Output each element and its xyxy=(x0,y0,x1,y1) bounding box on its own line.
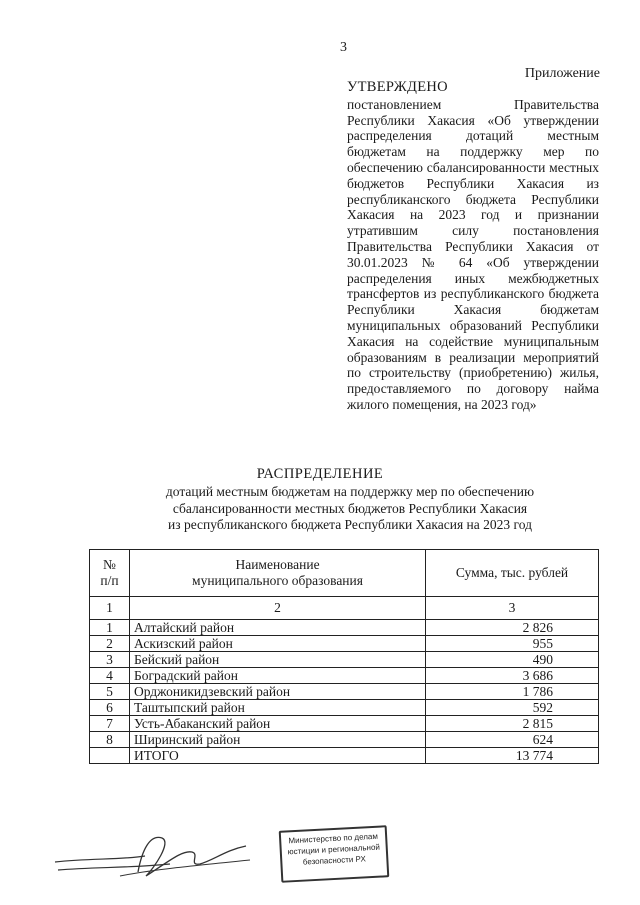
row-number-cell: 6 xyxy=(90,700,130,716)
approval-text: постановлением Правительства Республики Хакасия «Об утверждении распределения дотаций местным бюджетам на поддержку мер по обеспечению сбалансированности местных бюджетов Республики Хакасия из республиканского бюджета Республики Хакасия на 2023 год и признании утратившим силу постановления Правительства Республики Хакасия от 30.01.2023 № 64 «Об утверждении распределения иных межбюджетных трансфертов из республиканского бюджета Республики Хакасия бюджетам муниципальных образований Республики Хакасия на содействие муниципальным образованиям в реализации мероприятий по строительству (приобретению) жилья, предоставляемого по договору найма жилого помещения, на 2023 год» xyxy=(347,96,599,412)
row-number-cell: 7 xyxy=(90,716,130,732)
table-body xyxy=(90,620,599,764)
signature-image xyxy=(50,820,260,890)
subtitle-line: из республиканского бюджета Республики Хакасия на 2023 год xyxy=(168,517,532,532)
table-row xyxy=(90,668,599,684)
row-number-cell: 8 xyxy=(90,732,130,748)
subtitle-line: дотаций местным бюджетам на поддержку мер по обеспечению xyxy=(165,484,535,499)
row-name-cell: Алтайский район xyxy=(129,620,425,636)
table-index-row xyxy=(90,597,599,620)
row-sum-cell: 2 826 xyxy=(426,620,599,636)
table-row xyxy=(90,732,599,748)
row-name-cell: Бейский район xyxy=(129,652,425,668)
row-sum-cell: 592 xyxy=(426,700,599,716)
ministry-stamp xyxy=(279,825,390,883)
table-row xyxy=(90,700,599,716)
table-row xyxy=(90,636,599,652)
row-number-cell: 3 xyxy=(90,652,130,668)
index-cell: 3 xyxy=(426,597,599,620)
table-row xyxy=(90,652,599,668)
header-number-line: п/п xyxy=(100,573,119,588)
row-name-cell: Аскизский район xyxy=(129,636,425,652)
header-sum: Сумма, тыс. рублей xyxy=(426,550,599,597)
header-number-line: № xyxy=(103,557,116,572)
header-number xyxy=(90,550,130,597)
row-sum-cell: 490 xyxy=(426,652,599,668)
row-sum-cell: 624 xyxy=(426,732,599,748)
row-sum-cell: 13 774 xyxy=(426,748,599,764)
subtitle-line: сбалансированности местных бюджетов Республики Хакасия xyxy=(172,500,528,516)
row-number-cell: 4 xyxy=(90,668,130,684)
header-name xyxy=(129,550,425,597)
stamp-line: безопасности РХ xyxy=(302,854,367,867)
distribution-table xyxy=(89,549,599,764)
appendix-label: Приложение xyxy=(524,66,600,81)
row-number-cell xyxy=(90,748,130,764)
table-row xyxy=(90,620,599,636)
row-number-cell: 1 xyxy=(90,620,130,636)
row-sum-cell: 1 786 xyxy=(426,684,599,700)
index-cell: 1 xyxy=(90,597,130,620)
row-sum-cell: 955 xyxy=(426,636,599,652)
row-name-cell: Таштыпский район xyxy=(129,700,425,716)
row-name-cell: Ширинский район xyxy=(129,732,425,748)
row-name-cell: Усть-Абаканский район xyxy=(129,716,425,732)
table-header-row xyxy=(90,550,599,597)
row-name-cell: ИТОГО xyxy=(129,748,425,764)
table-row xyxy=(90,716,599,732)
approval-block xyxy=(347,80,599,413)
header-name-line: муниципального образования xyxy=(192,573,363,588)
distribution-heading: РАСПРЕДЕЛЕНИЕ xyxy=(256,466,384,482)
distribution-subtitle xyxy=(130,484,570,534)
row-number-cell: 5 xyxy=(90,684,130,700)
row-sum-cell: 3 686 xyxy=(426,668,599,684)
table-row xyxy=(90,684,599,700)
row-number-cell: 2 xyxy=(90,636,130,652)
page-number: 3 xyxy=(340,40,347,55)
row-name-cell: Орджоникидзевский район xyxy=(129,684,425,700)
stamp-line: Министерство по делам xyxy=(288,831,379,846)
header-name-line: Наименование xyxy=(235,557,320,572)
approval-heading: УТВЕРЖДЕНО xyxy=(347,79,448,95)
row-name-cell: Боградский район xyxy=(129,668,425,684)
index-cell: 2 xyxy=(129,597,425,620)
stamp-line: юстиции и региональной xyxy=(287,842,381,857)
table-total-row xyxy=(90,748,599,764)
row-sum-cell: 2 815 xyxy=(426,716,599,732)
